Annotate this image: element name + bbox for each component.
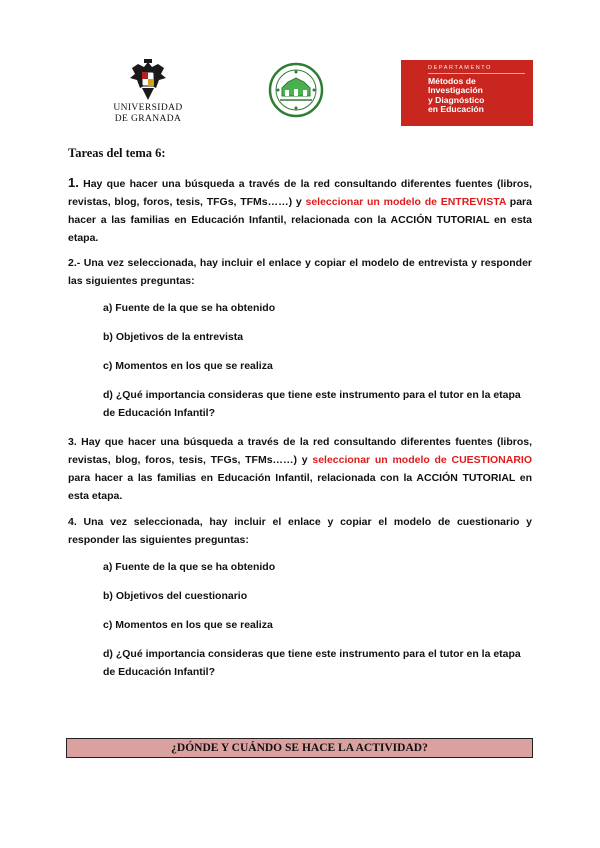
task-4-question: a) Fuente de la que se ha obtenido [103,561,276,573]
task-4-question: c) Momentos en los que se realiza [103,619,273,631]
eagle-crest-icon [128,58,168,102]
task-1-paragraph [68,174,532,247]
task-4-paragraph: 4. Una vez seleccionada, hay incluir el enlace y copiar el modelo de cuestionario y responder las siguientes preguntas: [68,516,532,546]
department-divider [428,73,525,74]
task-2-question: d) ¿Qué importancia consideras que tiene este instrumento para el tutor en la etapa de Educación Infantil? [103,389,521,419]
task-1-number: 1. [68,175,79,190]
university-name-line1: UNIVERSIDAD [113,103,183,113]
task-1-highlight: seleccionar un modelo de ENTREVISTA [305,196,507,208]
task-2-question: a) Fuente de la que se ha obtenido [103,302,276,314]
task-2-paragraph: 2.- Una vez seleccionada, hay incluir el enlace y copiar el modelo de entrevista y responder las siguientes preguntas: [68,257,532,287]
university-name-line2: DE GRANADA [114,114,182,124]
department-name-line: en Educación [428,103,484,114]
task-1-text: Hay que hacer una búsqueda a través de la red consultando diferentes fuentes (libros, revistas, blog, foros, tesis, TFGs, TFMs……) y [68,178,532,208]
activity-banner: ¿DÓNDE Y CUÁNDO SE HACE LA ACTIVIDAD? [66,738,533,758]
faculty-seal [268,62,324,118]
task-2-question: c) Momentos en los que se realiza [103,360,273,372]
department-name-line: Investigación [428,85,483,96]
page-title: Tareas del tema 6: [68,146,166,160]
seal-icon [268,62,324,118]
university-logo [112,58,184,128]
task-3-text-end: para hacer a las familias en Educación Infantil, relacionada con la ACCIÓN TUTORIAL en esta etapa. [68,472,532,502]
task-3-highlight: seleccionar un modelo de CUESTIONARIO [312,454,533,466]
department-name-line: y Diagnóstico [428,94,485,105]
task-2-question: b) Objetivos de la entrevista [103,331,244,343]
task-3-paragraph [68,433,532,505]
task-4-question: b) Objetivos del cuestionario [103,590,248,602]
task-3-text: 3. Hay que hacer una búsqueda a través de la red consultando diferentes fuentes (libros, revistas, blog, foros, tesis, TFGs, TFMs……) y [68,436,532,466]
department-logo [401,60,533,126]
department-name-line: Métodos de [428,76,476,86]
task-4-question: d) ¿Qué importancia consideras que tiene este instrumento para el tutor en la etapa de Educación Infantil? [103,648,521,678]
task-1-text-end: para hacer a las familias en Educación Infantil, relacionada con la ACCIÓN TUTORIAL en esta etapa. [68,196,532,244]
department-label: DEPARTAMENTO [428,65,493,71]
